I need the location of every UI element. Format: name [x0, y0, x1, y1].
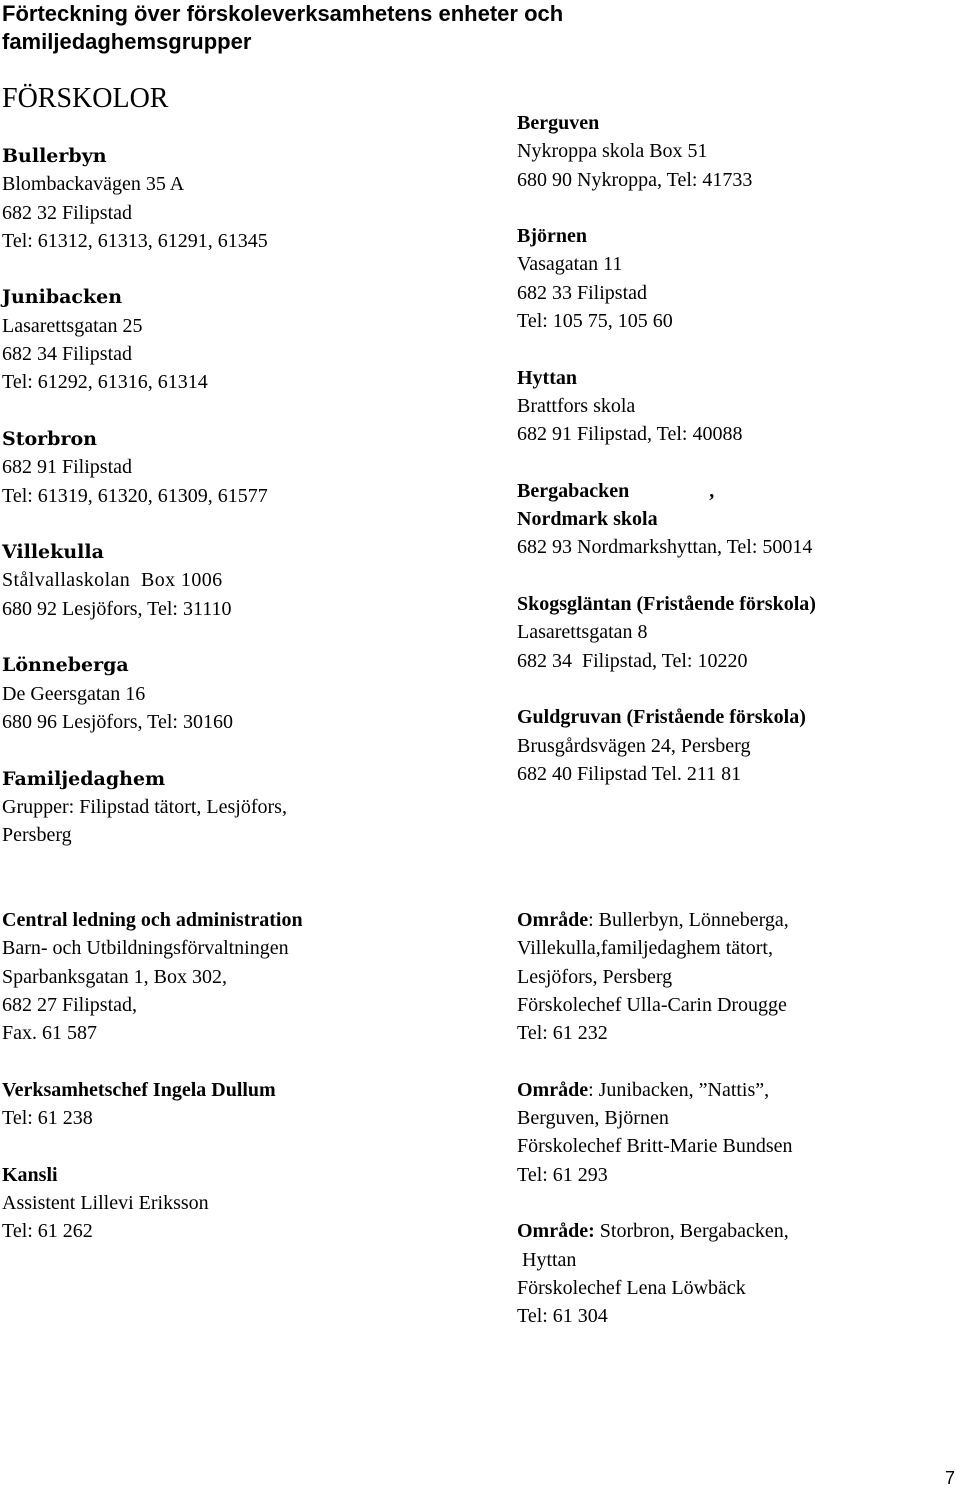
area-line: Tel: 61 232 — [517, 1022, 608, 1045]
area-line: Berguven, Björnen — [517, 1107, 669, 1130]
admin-kansli — [2, 1161, 502, 1246]
unit-line: 680 96 Lesjöfors, Tel: 30160 — [2, 710, 233, 733]
title-line: familjedaghemsgrupper — [2, 29, 252, 54]
area-first: : Bullerbyn, Lönneberga, — [588, 909, 789, 931]
unit-line: Tel: 61292, 61316, 61314 — [2, 371, 208, 394]
left-units-column — [2, 142, 502, 878]
unit-junibacken — [2, 283, 502, 396]
unit-name: Familjedaghem — [2, 767, 166, 790]
unit-guldgruvan — [517, 703, 957, 788]
area-3 — [517, 1217, 957, 1330]
unit-name-row — [517, 477, 957, 505]
admin-line: Tel: 61 238 — [2, 1107, 93, 1130]
unit-line: Brattfors skola — [517, 394, 636, 417]
unit-lonneberga — [2, 651, 502, 736]
area-first: : Junibacken, ”Nattis”, — [588, 1078, 770, 1101]
section-heading-forskolor: FÖRSKOLOR — [2, 83, 169, 114]
admin-line: Fax. 61 587 — [2, 1022, 97, 1045]
unit-line: Lasarettsgatan 8 — [517, 621, 648, 644]
area-line: Hyttan — [517, 1248, 577, 1271]
unit-line: 682 40 Filipstad Tel. 211 81 — [517, 762, 742, 785]
admin-name: Verksamhetschef Ingela Dullum — [2, 1078, 276, 1101]
area-line: Förskolechef Ulla-Carin Drougge — [517, 993, 787, 1016]
admin-line: 682 27 Filipstad, — [2, 993, 138, 1016]
admin-name: Kansli — [2, 1163, 58, 1186]
unit-line: 682 33 Filipstad — [517, 281, 648, 304]
unit-line: Tel: 105 75, 105 60 — [517, 310, 673, 333]
area-2 — [517, 1076, 957, 1189]
unit-hyttan — [517, 364, 957, 449]
area-label: Område — [517, 909, 589, 931]
unit-name: Björnen — [517, 225, 587, 248]
page-number: 7 — [945, 1468, 956, 1488]
unit-line: 682 34 Filipstad — [2, 343, 133, 366]
unit-bullerbyn — [2, 142, 502, 255]
area-line: Förskolechef Lena Löwbäck — [517, 1276, 746, 1299]
unit-familjedaghem — [2, 765, 502, 850]
unit-name: Hyttan — [517, 366, 577, 389]
title-line: Förteckning över förskoleverksamhetens enheter och — [2, 1, 564, 26]
unit-name: Bergabacken — [517, 479, 630, 502]
unit-name: Villekulla — [2, 541, 104, 564]
unit-villekulla — [2, 538, 502, 623]
area-label: Område — [517, 1078, 589, 1101]
area-1 — [517, 906, 957, 1047]
area-label: Område: — [517, 1220, 595, 1243]
unit-name: Bullerbyn — [2, 145, 107, 167]
admin-name: Central ledning och administration — [2, 909, 303, 931]
unit-name-secondary: Nordmark skola — [517, 508, 658, 531]
unit-name: Storbron — [2, 427, 97, 450]
unit-name: Berguven — [517, 112, 600, 134]
unit-line: 680 92 Lesjöfors, Tel: 31110 — [2, 597, 232, 620]
areas-column — [517, 906, 957, 1359]
unit-line: 682 93 Nordmarkshyttan, Tel: 50014 — [517, 536, 813, 559]
admin-central — [2, 906, 502, 1047]
area-line: Förskolechef Britt-Marie Bundsen — [517, 1135, 793, 1158]
unit-line: De Geersgatan 16 — [2, 682, 146, 705]
unit-skogsglantan — [517, 590, 957, 675]
unit-line: Stålvallaskolan Box 1006 — [2, 569, 223, 592]
area-line: Tel: 61 304 — [517, 1305, 608, 1328]
area-heading — [517, 906, 957, 934]
unit-line: Grupper: Filipstad tätort, Lesjöfors, — [2, 795, 287, 818]
unit-berguven — [517, 109, 957, 194]
area-heading — [517, 1217, 957, 1245]
right-units-column — [517, 109, 957, 816]
admin-verksamhetschef — [2, 1076, 502, 1133]
unit-line: Vasagatan 11 — [517, 253, 623, 276]
unit-line: Tel: 61312, 61313, 61291, 61345 — [2, 229, 268, 252]
unit-line: 682 91 Filipstad — [2, 456, 133, 479]
unit-line: 682 34 Filipstad, Tel: 10220 — [517, 649, 748, 672]
area-line: Tel: 61 293 — [517, 1163, 608, 1186]
unit-name-suffix: , — [629, 479, 715, 502]
unit-line: 682 32 Filipstad — [2, 201, 133, 224]
unit-line: Blombackavägen 35 A — [2, 173, 185, 196]
area-line: Lesjöfors, Persberg — [517, 965, 673, 988]
area-heading — [517, 1076, 957, 1104]
unit-line: Tel: 61319, 61320, 61309, 61577 — [2, 484, 268, 507]
unit-storbron — [2, 425, 502, 510]
unit-line: 682 91 Filipstad, Tel: 40088 — [517, 423, 743, 446]
unit-line: Persberg — [2, 824, 72, 847]
area-line: Villekulla,familjedaghem tätort, — [517, 937, 773, 960]
unit-bergabacken — [517, 477, 957, 562]
admin-column — [2, 906, 502, 1274]
unit-name: Junibacken — [2, 286, 123, 309]
admin-line: Barn- och Utbildningsförvaltningen — [2, 937, 289, 960]
admin-line: Tel: 61 262 — [2, 1220, 93, 1243]
document-title — [2, 0, 902, 56]
unit-line: Lasarettsgatan 25 — [2, 314, 143, 337]
admin-line: Sparbanksgatan 1, Box 302, — [2, 965, 227, 988]
unit-line: Nykroppa skola Box 51 — [517, 140, 708, 163]
unit-line: Brusgårdsvägen 24, Persberg — [517, 734, 751, 757]
unit-name: Skogsgläntan (Fristående förskola) — [517, 593, 816, 616]
area-first: Storbron, Bergabacken, — [594, 1220, 789, 1243]
unit-line: 680 90 Nykroppa, Tel: 41733 — [517, 168, 753, 191]
admin-line: Assistent Lillevi Eriksson — [2, 1191, 209, 1214]
unit-name: Guldgruvan (Fristående förskola) — [517, 706, 806, 729]
unit-bjornen — [517, 222, 957, 335]
unit-name: Lönneberga — [2, 654, 129, 677]
